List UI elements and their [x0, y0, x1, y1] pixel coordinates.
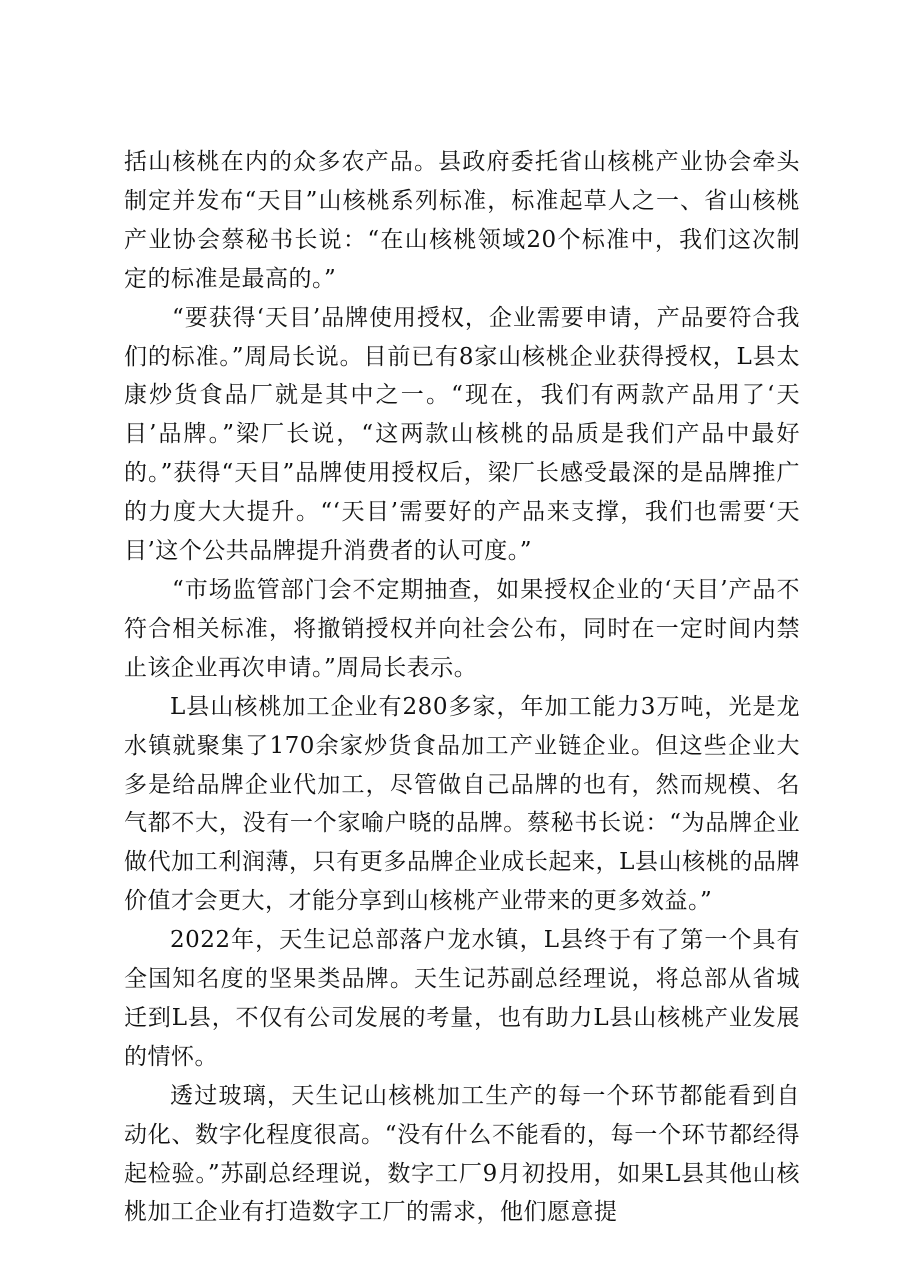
- paragraph-4: L县山核桃加工企业有280多家，年加工能力3万吨，光是龙水镇就聚集了170余家炒货食品加工产业链企业。但这些企业大多是给品牌企业代加工，尽管做自己品牌的也有，然而规模、名气都不大，没有一个家喻户晓的品牌。蔡秘书长说：“为品牌企业做代加工利润薄，只有更多品牌企业成长起来，L县山核桃的品牌价值才会更大，才能分享到山核桃产业带来的更多效益。”: [124, 693, 800, 915]
- paragraph-3: “市场监管部门会不定期抽查，如果授权企业的‘天目’产品不符合相关标准，将撤销授权并向社会公布，同时在一定时间内禁止该企业再次申请。”周局长表示。: [124, 576, 800, 681]
- paragraph-2: “要获得‘天目’品牌使用授权，企业需要申请，产品要符合我们的标准。”周局长说。目前已有8家山核桃企业获得授权，L县太康炒货食品厂就是其中之一。“现在，我们有两款产品用了‘天目’品牌。”梁厂长说，“这两款山核桃的品质是我们产品中最好的。”获得“天目”品牌使用授权后，梁厂长感受最深的是品牌推广的力度大大提升。“‘天目’需要好的产品来支撑，我们也需要‘天目’这个公共品牌提升消费者的认可度。”: [124, 304, 800, 565]
- article-body: [124, 143, 800, 1232]
- paragraph-5: 2022年，天生记总部落户龙水镇，L县终于有了第一个具有全国知名度的坚果类品牌。天生记苏副总经理说，将总部从省城迁到L县，不仅有公司发展的考量，也有助力L县山核桃产业发展的情怀。: [124, 927, 800, 1070]
- paragraph-6: 透过玻璃，天生记山核桃加工生产的每一个环节都能看到自动化、数字化程度很高。“没有什么不能看的，每一个环节都经得起检验。”苏副总经理说，数字工厂9月初投用，如果L县其他山核桃加工企业有打造数字工厂的需求，他们愿意提: [124, 1082, 800, 1226]
- paragraph-1: 括山核桃在内的众多农产品。县政府委托省山核桃产业协会牵头制定并发布“天目”山核桃系列标准，标准起草人之一、省山核桃产业协会蔡秘书长说：“在山核桃领域20个标准中，我们这次制定的标准是最高的。”: [124, 149, 800, 292]
